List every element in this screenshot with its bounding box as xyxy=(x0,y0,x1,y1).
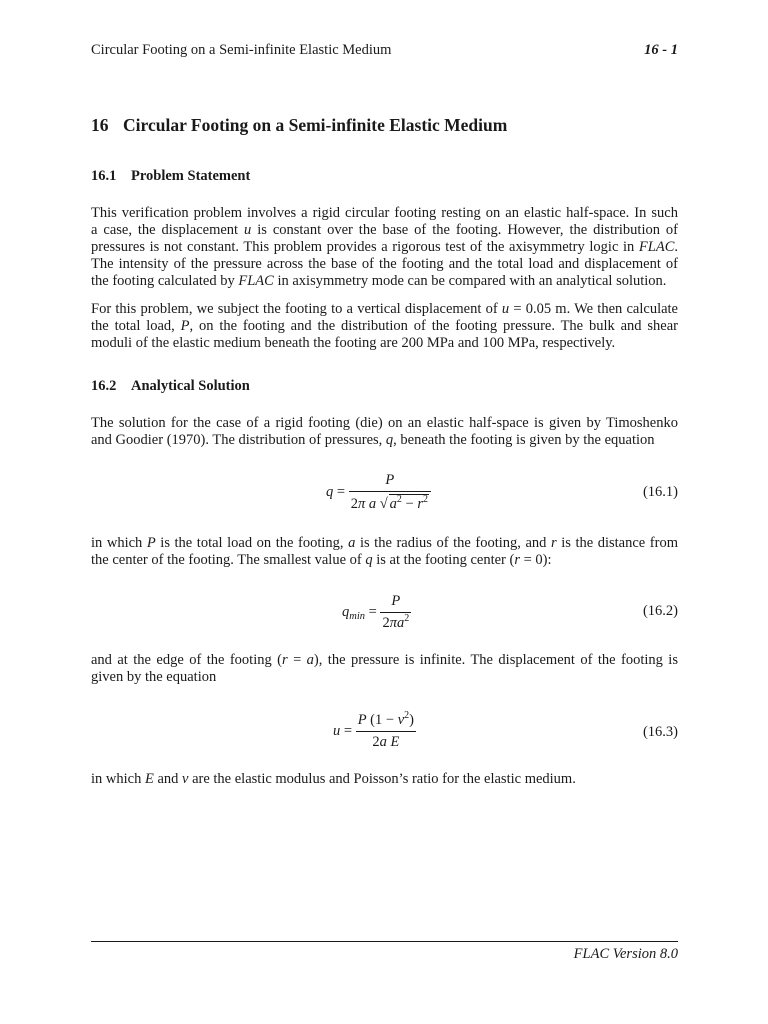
text-span: is at the footing center ( xyxy=(372,552,515,568)
section-number: 16.1 xyxy=(91,168,117,184)
text-span: are the elastic modulus and Poisson’s ratio for the elastic medium. xyxy=(188,771,576,787)
text-line xyxy=(91,652,678,669)
flac-name: FLAC xyxy=(238,273,274,289)
math-var: r xyxy=(281,652,288,668)
equation-number: (16.1) xyxy=(642,484,678,500)
text-span: in which xyxy=(91,771,145,787)
math-var: P xyxy=(146,535,156,551)
math-var: ν xyxy=(182,771,189,787)
text-span: , beneath the footing is given by the equation xyxy=(393,432,655,448)
text-span: the footing calculated by xyxy=(91,273,239,289)
footer-divider xyxy=(91,941,678,942)
text-line: given by the equation xyxy=(91,669,217,685)
text-span: . xyxy=(674,239,678,255)
text-span: is the radius of the footing, and xyxy=(355,535,551,551)
equation-number: (16.2) xyxy=(642,603,678,619)
equation-16-1: q = $\frac{P}{2\pi a √ a^2 - r^2}$ xyxy=(326,472,431,513)
text-line: moduli of the elastic medium beneath the footing are 200 MPa and 100 MPa, respectively. xyxy=(91,335,616,351)
math-var: q xyxy=(365,552,373,568)
text-line xyxy=(91,239,678,256)
paragraph-problem-2 xyxy=(91,301,678,352)
text-line xyxy=(91,222,678,239)
text-span: is the total load on the footing, xyxy=(155,535,349,551)
text-line xyxy=(91,273,678,290)
equation-16-2: $q_{min}$ = $\frac{P}{2\pi a^2}$ xyxy=(342,593,410,631)
text-span: ), the pressure is infinite. The displacement of the footing is xyxy=(313,652,678,668)
text-span: , on the footing and the distribution of the footing pressure. The bulk and shear xyxy=(189,318,678,334)
math-var: a xyxy=(306,652,314,668)
text-span: the center of the footing. The smallest value of xyxy=(91,552,366,568)
text-span: and xyxy=(153,771,183,787)
text-span: pressures is not constant. This problem provides a rigorous test of the axisymmetry logic in xyxy=(91,239,639,255)
text-line xyxy=(91,301,678,318)
section-title: Analytical Solution xyxy=(131,378,250,394)
math-var: r xyxy=(514,552,520,568)
paragraph-problem-1 xyxy=(91,205,678,290)
chapter-number: 16 xyxy=(91,115,109,135)
text-span: and Goodier (1970). The distribution of pressures, xyxy=(91,432,386,448)
math-var: E xyxy=(144,771,154,787)
math-var: u xyxy=(244,222,252,238)
text-line xyxy=(91,771,678,788)
section-heading-problem-statement xyxy=(91,168,250,185)
chapter-heading xyxy=(91,115,507,136)
section-number: 16.2 xyxy=(91,378,117,394)
chapter-title: Circular Footing on a Semi-infinite Elastic Medium xyxy=(123,115,508,135)
text-span: and at the edge of the footing ( xyxy=(91,652,282,668)
math-var: P xyxy=(180,318,190,334)
paragraph-solution-1 xyxy=(91,415,678,449)
math-var: u xyxy=(501,301,510,317)
text-line: The solution for the case of a rigid footing (die) on an elastic half-space is given by Timoshenko xyxy=(91,415,678,431)
text-span: = 0): xyxy=(519,552,552,568)
page-number: 16 - 1 xyxy=(644,42,678,58)
math-var: a xyxy=(348,535,356,551)
text-line: The intensity of the pressure across the base of the footing and the total load and displacement of xyxy=(91,256,678,272)
math-var: r xyxy=(550,535,557,551)
paragraph-solution-4 xyxy=(91,771,678,788)
text-span: in which xyxy=(91,535,147,551)
text-span: is the distance from xyxy=(556,535,678,551)
math-var: q xyxy=(385,432,394,448)
text-span: a case, the displacement xyxy=(91,222,245,238)
section-heading-analytical-solution xyxy=(91,378,250,395)
text-span: = xyxy=(287,652,307,668)
running-header-title: Circular Footing on a Semi-infinite Elastic Medium xyxy=(91,42,392,58)
text-span: = 0.05 m. We then calculate xyxy=(509,301,678,317)
text-span: the total load, xyxy=(91,318,181,334)
paragraph-solution-2 xyxy=(91,535,678,569)
flac-name: FLAC xyxy=(638,239,675,255)
text-line xyxy=(91,318,678,335)
text-line xyxy=(91,432,678,449)
text-line xyxy=(91,535,678,552)
text-span: in axisymmetry mode can be compared with an analytical solution. xyxy=(273,273,667,289)
text-span: For this problem, we subject the footing to a vertical displacement of xyxy=(91,301,502,317)
paragraph-solution-3 xyxy=(91,652,678,686)
footer-version: FLAC Version 8.0 xyxy=(573,946,678,962)
section-title: Problem Statement xyxy=(131,168,251,184)
equation-16-3: u = $\frac{P (1 - \nu^2)}{\text{2a E}}$ xyxy=(333,710,414,750)
text-span: is constant over the base of the footing. However, the distribution of xyxy=(251,222,678,238)
text-line: This verification problem involves a rigid circular footing resting on an elastic half-space. In such xyxy=(91,205,678,221)
text-line xyxy=(91,552,678,569)
equation-number: (16.3) xyxy=(642,724,678,740)
